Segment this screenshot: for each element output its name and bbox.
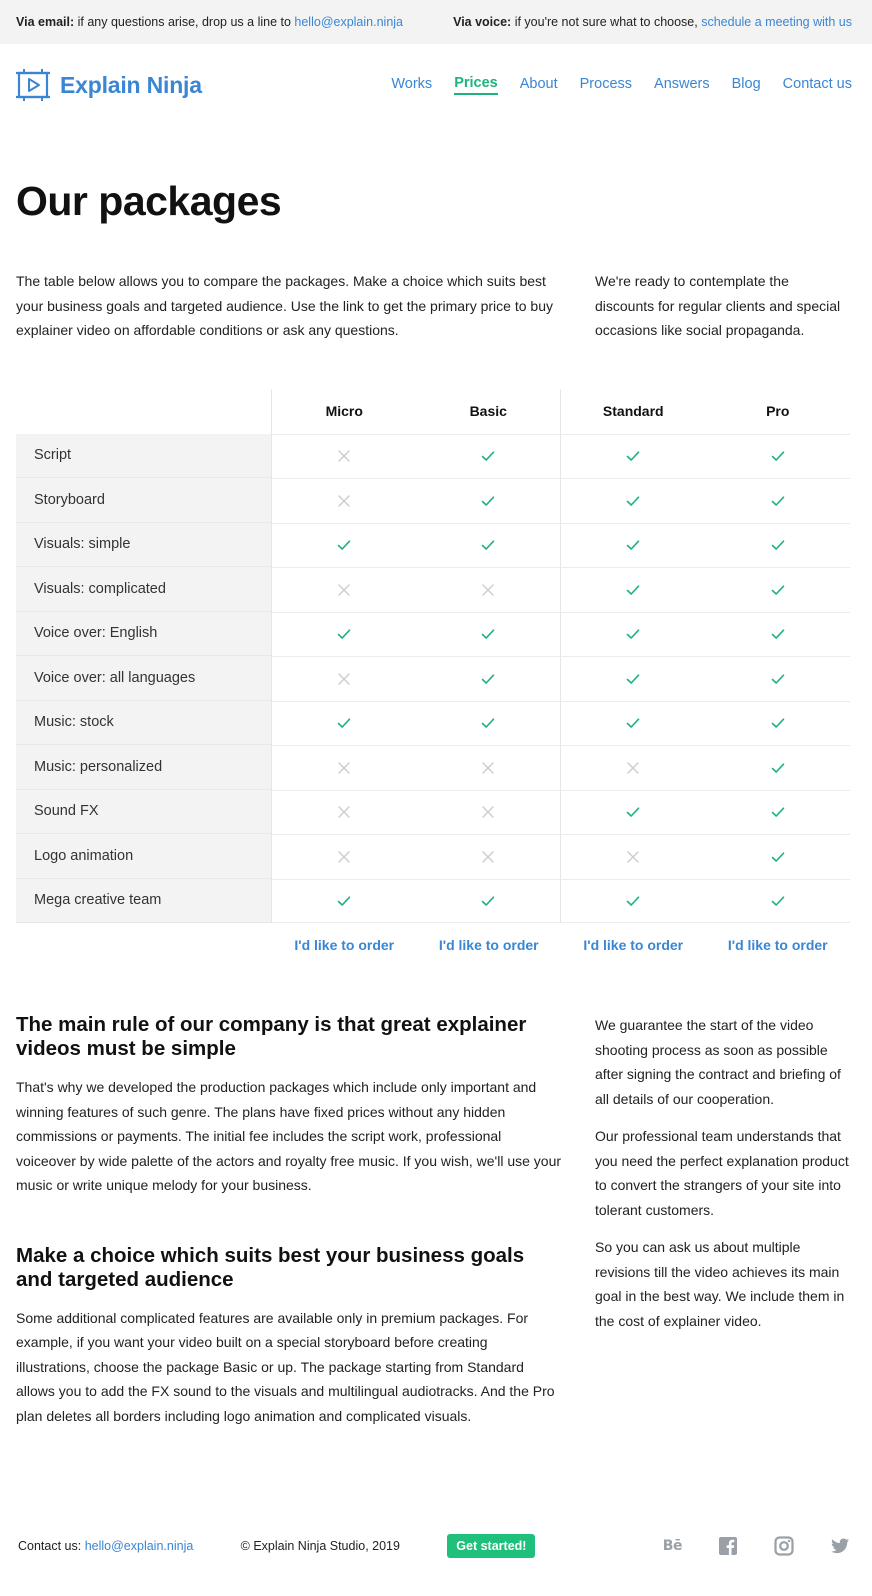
check-icon [480,448,496,464]
check-icon [770,893,786,909]
pricing-header-row [16,389,850,434]
check-icon [770,671,786,687]
cell-micro [272,567,417,612]
nav-about[interactable]: About [519,76,558,92]
team-text: Our professional team understands that you need the perfect explanation product to convert the strangers of your site into tolerant customers. [595,1128,849,1218]
cell-pro [706,434,851,479]
check-icon [336,893,352,909]
footer-email-link[interactable]: hello@explain.ninja [84,1539,194,1553]
cell-standard [561,567,706,612]
check-icon [480,715,496,731]
cell-micro [272,612,417,657]
nav-answers[interactable]: Answers [654,76,710,92]
order-basic-link[interactable]: I'd like to order [438,937,539,953]
table-row [16,656,850,701]
cell-pro [706,656,851,701]
plan-header-basic: Basic [417,389,562,434]
email-text: if any questions arise, drop us a line to [74,15,295,29]
pricing-rows [16,434,850,924]
guarantee-text: We guarantee the start of the video shooting process as soon as possible after signing the contract and briefing of all details of our cooperation. [595,1017,841,1107]
cell-standard [561,790,706,835]
check-icon [625,448,641,464]
plan-header-micro: Micro [325,403,363,419]
play-film-icon [16,68,50,102]
email-link[interactable]: hello@explain.ninja [294,15,403,29]
cell-pro [706,745,851,790]
check-icon [770,582,786,598]
cell-standard [561,879,706,924]
check-icon [625,626,641,642]
twitter-icon[interactable] [830,1536,850,1556]
intro-discount-text: We're ready to contemplate the discounts for regular clients and special occasions like social propaganda. [595,273,841,338]
feature-label: Visuals: complicated [16,567,272,612]
plan-header-standard: Standard [602,403,664,419]
pricing-table [16,389,850,968]
footer-contact [18,1539,193,1553]
order-cell-basic [417,923,562,967]
cell-basic [417,523,562,568]
cell-standard [561,834,706,879]
order-standard-link[interactable]: I'd like to order [583,937,684,953]
order-cell-standard [561,923,706,967]
feature-label: Visuals: simple [16,523,272,568]
check-icon [336,715,352,731]
check-icon [770,715,786,731]
info-left [16,1013,564,1474]
table-row [16,834,850,879]
order-micro-link[interactable]: I'd like to order [294,937,395,953]
cell-micro [272,656,417,701]
info-right [595,1013,850,1474]
footer-contact-label: Contact us: [18,1539,85,1553]
info-section [16,1013,850,1474]
nav-works[interactable]: Works [391,76,433,92]
cell-basic [417,834,562,879]
order-row [16,923,850,967]
cell-micro [272,478,417,523]
cell-basic [417,701,562,746]
main-nav [391,75,852,95]
cell-basic [417,790,562,835]
table-row [16,701,850,746]
check-icon [336,626,352,642]
cell-basic [417,612,562,657]
nav-contact-us[interactable]: Contact us [782,76,852,92]
cross-icon [336,448,352,464]
check-icon [480,493,496,509]
site-footer [18,1526,850,1566]
logo-text: Explain Ninja [60,71,202,98]
instagram-icon[interactable] [774,1536,794,1556]
table-row [16,612,850,657]
cell-micro [272,879,417,924]
feature-label: Music: personalized [16,745,272,790]
main-rule-text: That's why we developed the production packages which include only important and winning features of such genre. The plans have fixed prices without any hidden commissions or payments. The initial fee includes the script work, professional voiceover by wide palette of the actors and royalty free music. If you wish, we'll use your music or write unique melody for your business. [16,1079,562,1193]
cell-micro [272,523,417,568]
cross-icon [625,849,641,865]
table-row [16,745,850,790]
cell-micro [272,701,417,746]
cell-pro [706,790,851,835]
social-links [663,1536,850,1556]
cross-icon [336,671,352,687]
check-icon [625,582,641,598]
table-row [16,478,850,523]
cell-standard [561,612,706,657]
cell-basic [417,745,562,790]
check-icon [625,893,641,909]
check-icon [770,537,786,553]
order-pro-link[interactable]: I'd like to order [727,937,828,953]
voice-text: if you're not sure what to choose, [511,15,702,29]
voice-contact [453,15,852,29]
check-icon [625,715,641,731]
cross-icon [336,849,352,865]
check-icon [770,804,786,820]
cross-icon [480,582,496,598]
voice-label: Via voice: [453,15,512,29]
cross-icon [336,760,352,776]
table-row [16,567,850,612]
check-icon [336,537,352,553]
cell-standard [561,745,706,790]
intro-text: The table below allows you to compare the packages. Make a choice which suits best your business goals and targeted audience. Use the link to get the primary price to buy explainer video on affordable conditions or ask any questions. [16,273,553,338]
cross-icon [625,760,641,776]
check-icon [770,448,786,464]
check-icon [480,626,496,642]
check-icon [770,760,786,776]
cell-pro [706,523,851,568]
order-cell-micro [272,923,417,967]
cell-basic [417,434,562,479]
cell-pro [706,567,851,612]
email-label: Via email: [16,15,75,29]
cell-micro [272,745,417,790]
order-cell-pro [706,923,851,967]
table-row [16,790,850,835]
cell-standard [561,701,706,746]
feature-label: Sound FX [16,790,272,835]
feature-label: Voice over: all languages [16,656,272,701]
cell-basic [417,478,562,523]
check-icon [625,493,641,509]
page-title: Our packages [16,178,282,224]
revisions-text: So you can ask us about multiple revisions till the video achieves its main goal in the best way. We include them in the cost of explainer video. [595,1239,845,1329]
cell-micro [272,790,417,835]
plan-header-pro: Pro [766,403,790,419]
cell-micro [272,834,417,879]
cell-basic [417,656,562,701]
table-row [16,523,850,568]
cross-icon [336,582,352,598]
cell-basic [417,879,562,924]
cross-icon [336,493,352,509]
check-icon [480,671,496,687]
nav-prices[interactable]: Prices [454,75,498,95]
cross-icon [480,849,496,865]
feature-label: Music: stock [16,701,272,746]
cross-icon [336,804,352,820]
cell-pro [706,701,851,746]
feature-label: Logo animation [16,834,272,879]
check-icon [770,849,786,865]
check-icon [480,537,496,553]
cell-basic [417,567,562,612]
check-icon [625,804,641,820]
order-row-spacer [16,923,272,967]
nav-blog[interactable]: Blog [731,76,761,92]
footer-copyright: © Explain Ninja Studio, 2019 [240,1539,400,1553]
feature-label: Script [16,434,272,479]
feature-label: Mega creative team [16,879,272,924]
logo[interactable] [16,68,202,102]
check-icon [625,537,641,553]
cell-pro [706,478,851,523]
schedule-meeting-link[interactable]: schedule a meeting with us [701,15,852,29]
cell-standard [561,478,706,523]
feature-label: Storyboard [16,478,272,523]
table-row [16,879,850,924]
cell-pro [706,879,851,924]
check-icon [770,626,786,642]
cross-icon [480,804,496,820]
table-row [16,434,850,479]
cell-pro [706,834,851,879]
site-header [0,44,872,126]
cross-icon [480,760,496,776]
check-icon [625,671,641,687]
check-icon [770,493,786,509]
behance-icon[interactable]: Bē [662,1538,682,1554]
check-icon [480,893,496,909]
top-contact-bar [0,0,872,44]
cell-standard [561,656,706,701]
cell-pro [706,612,851,657]
facebook-icon[interactable] [718,1536,738,1556]
cell-micro [272,434,417,479]
email-contact [16,15,403,29]
choice-text: Some additional complicated features are available only in premium packages. For example, if you want your video built on a special storyboard before creating illustrations, choose the package Basic or up. The package starting from Standard allows you to add the FX sound to the visuals and multilingual audiotracks. And the Pro plan deletes all borders including logo animation and complicated visuals. [16,1309,555,1424]
intro [16,269,850,343]
feature-label: Voice over: English [16,612,272,657]
nav-process[interactable]: Process [579,76,633,92]
choice-heading: Make a choice which suits best your business goals and targeted audience [16,1243,525,1291]
get-started-button[interactable]: Get started! [447,1534,535,1558]
main-rule-heading: The main rule of our company is that great explainer videos must be simple [16,1013,527,1060]
cell-standard [561,523,706,568]
pricing-header-corner [16,389,272,434]
cell-standard [561,434,706,479]
